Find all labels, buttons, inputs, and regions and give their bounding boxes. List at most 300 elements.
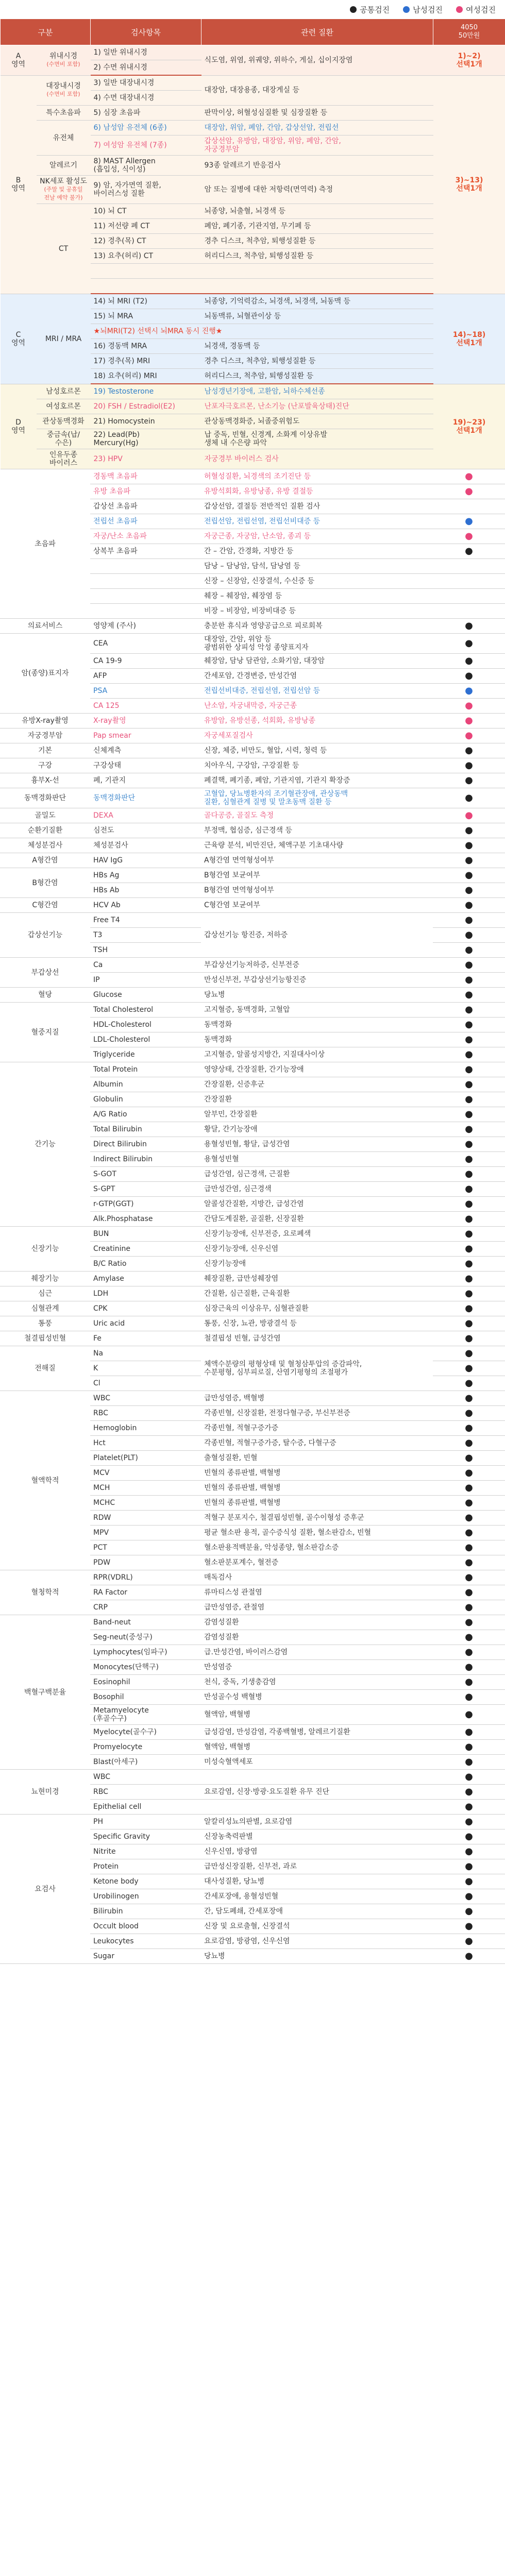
table-row bbox=[0, 619, 505, 634]
table-row bbox=[0, 913, 505, 928]
package-mark bbox=[433, 943, 505, 958]
disease: 경추 디스크, 척추암, 퇴행성질환 등 bbox=[201, 234, 433, 249]
item: CRP bbox=[90, 1600, 201, 1615]
common-dot-icon: ● bbox=[465, 1422, 473, 1433]
disease: 혈소판분포계수, 혈전증 bbox=[201, 1555, 433, 1570]
common-dot-icon: ● bbox=[465, 1213, 473, 1224]
item: 경동맥 초음파 bbox=[90, 469, 201, 484]
package-mark bbox=[433, 1421, 505, 1436]
common-dot-icon: ● bbox=[465, 1437, 473, 1448]
disease: 신장 – 신장암, 신장결석, 수신증 등 bbox=[201, 574, 433, 589]
male-dot-icon: ● bbox=[465, 515, 473, 527]
table-row bbox=[0, 773, 505, 788]
item: Cl bbox=[90, 1376, 201, 1391]
package-mark bbox=[433, 1301, 505, 1316]
disease: A형간염 면역형성여부 bbox=[201, 853, 433, 868]
disease: 자궁경부 바이러스 검사 bbox=[201, 449, 433, 469]
package-mark bbox=[433, 1137, 505, 1152]
table-row bbox=[0, 823, 505, 838]
checkup-table bbox=[0, 19, 505, 469]
header-disease: 관련 질환 bbox=[201, 19, 433, 45]
disease: 신장기능장애, 신우신염 bbox=[201, 1242, 433, 1257]
package-mark bbox=[433, 1182, 505, 1197]
package-mark bbox=[433, 1361, 505, 1376]
disease: 대장암, 간암, 위암 등 광범위한 상피성 악성 종양표지자 bbox=[201, 634, 433, 654]
item: 10) 뇌 CT bbox=[91, 204, 201, 219]
disease: 허리디스크, 척추암, 퇴행성질환 등 bbox=[201, 249, 433, 264]
item: 14) 뇌 MRI (T2) bbox=[91, 294, 201, 309]
disease: 황달, 간기능장애 bbox=[201, 1122, 433, 1137]
package-mark bbox=[433, 928, 505, 943]
table-row bbox=[0, 1615, 505, 1630]
table-row bbox=[1, 156, 505, 176]
item: 19) Testosterone bbox=[91, 384, 201, 399]
disease: 알칼리성뇨의판별, 요로감염 bbox=[201, 1815, 433, 1829]
package-mark bbox=[433, 1496, 505, 1511]
package-mark bbox=[433, 808, 505, 823]
common-dot-icon: ● bbox=[465, 1541, 473, 1553]
item: 3) 일반 대장내시경 bbox=[91, 75, 201, 91]
item: RBC bbox=[90, 1785, 201, 1800]
common-dot-icon: ● bbox=[465, 944, 473, 955]
item: LDH bbox=[90, 1286, 201, 1301]
common-dot-icon: ● bbox=[465, 1890, 473, 1902]
item: 13) 요추(허리) CT bbox=[91, 249, 201, 264]
subcategory: CT bbox=[37, 204, 91, 294]
disease: 고지혈증, 동맥경화, 고혈압 bbox=[201, 1003, 433, 1018]
common-dot-icon: ● bbox=[465, 670, 473, 681]
female-dot-icon: ● bbox=[465, 470, 473, 482]
disease: 간세포암, 간경변증, 만성간염 bbox=[201, 669, 433, 684]
package-mark bbox=[433, 1167, 505, 1182]
disease: 급성감염, 만성감염, 각종백혈병, 알레르기질환 bbox=[201, 1725, 433, 1740]
common-dot-icon: ● bbox=[465, 1482, 473, 1493]
disease: 빈혈의 종류판별, 백혈병 bbox=[201, 1481, 433, 1496]
header-category: 구분 bbox=[1, 19, 91, 45]
disease: 각종빈혈, 신장질환, 전정다혈구증, 부신부전증 bbox=[201, 1406, 433, 1421]
item: Total Bilirubin bbox=[90, 1122, 201, 1137]
package-mark bbox=[433, 1844, 505, 1859]
item: Alk.Phosphatase bbox=[90, 1212, 201, 1227]
item: 신체계측 bbox=[90, 743, 201, 758]
common-dot-icon: ● bbox=[465, 545, 473, 556]
disease: 담낭 – 담낭암, 담석, 담낭염 등 bbox=[201, 559, 433, 574]
package-mark bbox=[433, 1874, 505, 1889]
disease: 급.만성간염, 바이러스감염 bbox=[201, 1645, 433, 1660]
table-row bbox=[0, 1770, 505, 1785]
item: Total Protein bbox=[90, 1062, 201, 1077]
package-mark bbox=[433, 1092, 505, 1107]
disease: 통풍, 신장, 뇨관, 방광결석 등 bbox=[201, 1316, 433, 1331]
package-mark bbox=[433, 544, 505, 559]
item: 8) MAST Allergen (흡입성, 식이성) bbox=[91, 156, 201, 176]
common-dot-icon: ● bbox=[465, 1302, 473, 1314]
common-dot-icon: ● bbox=[465, 1771, 473, 1782]
common-dot-icon: ● bbox=[465, 1332, 473, 1344]
disease bbox=[201, 1770, 433, 1785]
item: 상복부 초음파 bbox=[90, 544, 201, 559]
item: B/C Ratio bbox=[90, 1257, 201, 1272]
table-row bbox=[0, 634, 505, 654]
item: Leukocytes bbox=[90, 1934, 201, 1949]
category: 심근 bbox=[0, 1286, 90, 1301]
item: 21) Homocystein bbox=[91, 414, 201, 429]
table-row bbox=[0, 743, 505, 758]
table-row bbox=[0, 1301, 505, 1316]
table-row bbox=[0, 988, 505, 1003]
package-mark bbox=[433, 1047, 505, 1062]
package-mark bbox=[433, 1376, 505, 1391]
common-dot-icon: ● bbox=[465, 1691, 473, 1702]
item: 자궁/난소 초음파 bbox=[90, 529, 201, 544]
header-item: 검사항목 bbox=[91, 19, 201, 45]
common-dot-icon: ● bbox=[465, 1586, 473, 1598]
table-row bbox=[0, 1062, 505, 1077]
disease: 뇌종양, 기억력감소, 뇌경색, 뇌경색, 뇌동맥 등 bbox=[201, 294, 433, 309]
disease: 신장 및 요로출혈, 신장결석 bbox=[201, 1919, 433, 1934]
item: 5) 심장 초음파 bbox=[91, 106, 201, 121]
common-dot-icon: ● bbox=[465, 1019, 473, 1030]
package-mark bbox=[433, 669, 505, 684]
common-dot-icon: ● bbox=[465, 1676, 473, 1687]
package-mark-empty bbox=[433, 574, 505, 589]
common-dot-icon: ● bbox=[465, 1033, 473, 1045]
package-mark bbox=[433, 868, 505, 883]
disease: 혈액암, 백혈병 bbox=[201, 1740, 433, 1755]
item: LDL-Cholesterol bbox=[90, 1032, 201, 1047]
common-dot-icon: ● bbox=[465, 1845, 473, 1857]
item: 23) HPV bbox=[91, 449, 201, 469]
package-mark bbox=[433, 853, 505, 868]
disease: 남성갱년기장애, 고환암, 뇌하수체선종 bbox=[201, 384, 433, 399]
common-dot-icon: ● bbox=[465, 1467, 473, 1478]
package-mark bbox=[433, 743, 505, 758]
table-row bbox=[0, 853, 505, 868]
item: PDW bbox=[90, 1555, 201, 1570]
disease: 요로감염, 방광염, 신우신염 bbox=[201, 1934, 433, 1949]
item: PCT bbox=[90, 1540, 201, 1555]
item: A/G Ratio bbox=[90, 1107, 201, 1122]
item: RPR(VDRL) bbox=[90, 1570, 201, 1585]
package-mark bbox=[433, 1511, 505, 1526]
item: Metamyelocyte (후골수구) bbox=[90, 1705, 201, 1725]
basic-body bbox=[0, 469, 505, 1964]
package-mark bbox=[433, 788, 505, 808]
item: Ca bbox=[90, 958, 201, 973]
item: Band-neut bbox=[90, 1615, 201, 1630]
disease: 자궁세포질검사 bbox=[201, 728, 433, 743]
section-label: C 영역 bbox=[1, 294, 37, 384]
common-dot-icon: ● bbox=[465, 1708, 473, 1720]
disease: 당뇨병 bbox=[201, 1949, 433, 1964]
common-dot-icon: ● bbox=[465, 1497, 473, 1508]
disease: 각종빈혈, 적혈구증가증, 탈수증, 다혈구증 bbox=[201, 1436, 433, 1451]
disease: 미성숙혈액세포 bbox=[201, 1755, 433, 1770]
package-mark bbox=[433, 773, 505, 788]
disease: 고지혈증, 알콜성지방간, 지질대사이상 bbox=[201, 1047, 433, 1062]
package-mark bbox=[433, 619, 505, 634]
common-dot-icon: ● bbox=[465, 974, 473, 985]
package-mark bbox=[433, 484, 505, 499]
female-dot-icon: ● bbox=[465, 809, 473, 821]
section-label: B 영역 bbox=[1, 75, 37, 294]
package-mark bbox=[433, 973, 505, 988]
disease: 요로감염, 신장·방광·요도질환 유무 진단 bbox=[201, 1785, 433, 1800]
disease: 간, 담도폐쇄, 간세포장애 bbox=[201, 1904, 433, 1919]
package-mark bbox=[433, 1242, 505, 1257]
item: 12) 경추(목) CT bbox=[91, 234, 201, 249]
item bbox=[90, 604, 201, 619]
common-dot-icon: ● bbox=[465, 1905, 473, 1917]
table-row bbox=[0, 958, 505, 973]
package-mark bbox=[433, 1570, 505, 1585]
category: 체성분검사 bbox=[0, 838, 90, 853]
common-dot-icon: ● bbox=[465, 899, 473, 910]
item: Fe bbox=[90, 1331, 201, 1346]
disease: 암 또는 질병에 대한 저항력(면역력) 측정 bbox=[201, 176, 433, 204]
checkup-table-basic bbox=[0, 469, 505, 1964]
disease: 간세포장애, 용혈성빈혈 bbox=[201, 1889, 433, 1904]
item: 영양제 (주사) bbox=[90, 619, 201, 634]
item: Blast(아세구) bbox=[90, 1755, 201, 1770]
disease: 간질환, 심근질환, 근육질환 bbox=[201, 1286, 433, 1301]
item: r-GTP(GGT) bbox=[90, 1197, 201, 1212]
package-mark bbox=[433, 1062, 505, 1077]
disease: 간 – 간암, 간경화, 지방간 등 bbox=[201, 544, 433, 559]
common-dot-icon: ● bbox=[465, 1756, 473, 1767]
section-label: D 영역 bbox=[1, 384, 37, 469]
table-row bbox=[0, 758, 505, 773]
item: Sugar bbox=[90, 1949, 201, 1964]
table-row bbox=[0, 808, 505, 823]
package-mark bbox=[433, 1197, 505, 1212]
common-dot-icon: ● bbox=[465, 914, 473, 925]
female-dot-icon: ● bbox=[465, 530, 473, 541]
package-mark bbox=[433, 728, 505, 743]
common-dot-icon: ● bbox=[465, 1392, 473, 1403]
common-dot-icon: ● bbox=[465, 1452, 473, 1463]
disease: 경추 디스크, 척추암, 퇴행성질환 등 bbox=[201, 354, 433, 369]
table-row bbox=[0, 838, 505, 853]
package-mark bbox=[433, 1889, 505, 1904]
item: Albumin bbox=[90, 1077, 201, 1092]
item: Hemoglobin bbox=[90, 1421, 201, 1436]
package-mark bbox=[433, 1227, 505, 1242]
disease: 판막이상, 허혈성심질환 및 심장질환 등 bbox=[201, 106, 433, 121]
table-row bbox=[1, 121, 505, 135]
category: 유방X-ray촬영 bbox=[0, 714, 90, 728]
legend bbox=[0, 0, 505, 19]
disease: 류마티스성 관절염 bbox=[201, 1585, 433, 1600]
item: Pap smear bbox=[90, 728, 201, 743]
disease: 갑상선기능 항진증, 저하증 bbox=[201, 913, 433, 958]
disease: 급만성염증, 관절염 bbox=[201, 1600, 433, 1615]
package-mark-empty bbox=[433, 499, 505, 514]
item: Bilirubin bbox=[90, 1904, 201, 1919]
item: S-GOT bbox=[90, 1167, 201, 1182]
disease: 허혈성질환, 뇌경색의 조기진단 등 bbox=[201, 469, 433, 484]
item: 9) 암, 자가면역 질환, 바이러스성 질환 bbox=[91, 176, 201, 204]
common-dot-icon: ● bbox=[465, 1317, 473, 1329]
item: 동맥경화판단 bbox=[90, 788, 201, 808]
common-dot-icon: ● bbox=[465, 1875, 473, 1887]
item: DEXA bbox=[90, 808, 201, 823]
package-mark bbox=[433, 469, 505, 484]
disease: 만성신부전, 부갑상선기능항진증 bbox=[201, 973, 433, 988]
common-dot-icon: ● bbox=[465, 759, 473, 771]
range-badge: 1)~2) 선택1개 bbox=[433, 45, 505, 76]
common-dot-icon: ● bbox=[465, 959, 473, 970]
item bbox=[90, 574, 201, 589]
table-row bbox=[0, 1227, 505, 1242]
subcategory: 인유두종 바이러스 bbox=[37, 449, 91, 469]
table-row bbox=[0, 1391, 505, 1406]
common-dot-icon: ● bbox=[465, 1527, 473, 1538]
package-mark bbox=[433, 1077, 505, 1092]
category: 뇨현미경 bbox=[0, 1770, 90, 1815]
item: MCH bbox=[90, 1481, 201, 1496]
package-mark bbox=[433, 1436, 505, 1451]
item: 갑상선 초음파 bbox=[90, 499, 201, 514]
disease: 췌장암, 담낭 담관암, 소화기암, 대장암 bbox=[201, 654, 433, 669]
category: 자궁경부암 bbox=[0, 728, 90, 743]
common-dot-icon: ● bbox=[465, 792, 473, 803]
package-mark-empty bbox=[433, 604, 505, 619]
common-dot-icon: ● bbox=[465, 744, 473, 756]
item: MPV bbox=[90, 1526, 201, 1540]
disease: 당뇨병 bbox=[201, 988, 433, 1003]
disease: 간장질환 bbox=[201, 1092, 433, 1107]
disease: C형간염 보균여부 bbox=[201, 898, 433, 913]
item: Indirect Bilirubin bbox=[90, 1152, 201, 1167]
package-mark bbox=[433, 1615, 505, 1630]
common-dot-icon: ● bbox=[465, 1138, 473, 1149]
category: 동맥경화판단 bbox=[0, 788, 90, 808]
common-dot-icon: ● bbox=[465, 1786, 473, 1797]
item: 전립선 초음파 bbox=[90, 514, 201, 529]
common-dot-icon: ● bbox=[465, 1377, 473, 1388]
common-dot-icon: ● bbox=[465, 1661, 473, 1672]
package-mark bbox=[433, 1645, 505, 1660]
package-mark bbox=[433, 1904, 505, 1919]
table-row bbox=[1, 106, 505, 121]
item: CA 19-9 bbox=[90, 654, 201, 669]
package-mark bbox=[433, 1391, 505, 1406]
common-dot-icon: ● bbox=[465, 1646, 473, 1657]
item: CPK bbox=[90, 1301, 201, 1316]
table-row bbox=[0, 1272, 505, 1286]
table-header bbox=[1, 19, 505, 45]
table-row bbox=[1, 399, 505, 414]
common-dot-icon: ● bbox=[465, 1920, 473, 1931]
item: RDW bbox=[90, 1511, 201, 1526]
disease: 유방석회화, 유방낭종, 유방 결절등 bbox=[201, 484, 433, 499]
common-dot-icon: ● bbox=[465, 1860, 473, 1872]
disease: 췌장질환, 급만성췌장염 bbox=[201, 1272, 433, 1286]
common-dot-icon: ● bbox=[465, 655, 473, 666]
disease: 급성간염, 심근경색, 근질환 bbox=[201, 1167, 433, 1182]
subcategory: 위내시경 (수면비 포함) bbox=[37, 45, 91, 76]
common-dot-icon: ● bbox=[465, 774, 473, 786]
item: Eosinophil bbox=[90, 1675, 201, 1690]
package-mark bbox=[433, 1346, 505, 1361]
package-mark bbox=[433, 1526, 505, 1540]
disease: 뇌종양, 뇌출혈, 뇌경색 등 bbox=[201, 204, 433, 219]
package-mark bbox=[433, 1740, 505, 1755]
common-dot-icon: ● bbox=[465, 1556, 473, 1568]
legend-female: 여성검진 bbox=[456, 4, 496, 15]
package-mark bbox=[433, 514, 505, 529]
item: WBC bbox=[90, 1770, 201, 1785]
common-dot-icon: ● bbox=[465, 1004, 473, 1015]
package-mark bbox=[433, 1859, 505, 1874]
common-dot-icon: ● bbox=[465, 1273, 473, 1284]
range-badge: 14)~18) 선택1개 bbox=[433, 294, 505, 384]
table-row bbox=[0, 1346, 505, 1361]
common-dot-icon: ● bbox=[465, 1935, 473, 1946]
package-mark bbox=[433, 1600, 505, 1615]
common-dot-icon: ● bbox=[465, 1362, 473, 1374]
table-row bbox=[0, 898, 505, 913]
category: 간기능 bbox=[0, 1062, 90, 1227]
table-row bbox=[0, 1331, 505, 1346]
subcategory: 알레르기 bbox=[37, 156, 91, 176]
table-row bbox=[0, 1815, 505, 1829]
disease: 폐암, 폐기종, 기관지염, 무기폐 등 bbox=[201, 219, 433, 234]
package-mark bbox=[433, 758, 505, 773]
disease: 빈혈의 종류판별, 백혈병 bbox=[201, 1496, 433, 1511]
item: 20) FSH / Estradiol(E2) bbox=[91, 399, 201, 414]
disease: 간담도계질환, 골질환, 신장질환 bbox=[201, 1212, 433, 1227]
item: Bosophil bbox=[90, 1690, 201, 1705]
disease: 폐결핵, 폐기종, 폐암, 기관지염, 기관지 확장증 bbox=[201, 773, 433, 788]
disease: 뇌경색, 경동맥 등 bbox=[201, 339, 433, 354]
item: CEA bbox=[90, 634, 201, 654]
female-dot-icon: ● bbox=[465, 485, 473, 497]
package-mark bbox=[433, 1406, 505, 1421]
subcategory: 관상동맥경화 bbox=[37, 414, 91, 429]
table-row bbox=[0, 1316, 505, 1331]
item: PSA bbox=[90, 684, 201, 699]
female-dot-icon: ● bbox=[465, 715, 473, 726]
item bbox=[90, 589, 201, 604]
disease: 동맥경화 bbox=[201, 1032, 433, 1047]
package-mark bbox=[433, 823, 505, 838]
subcategory: 특수초음파 bbox=[37, 106, 91, 121]
disease: 신장기능장애 bbox=[201, 1257, 433, 1272]
disease: 만성골수성 백혈병 bbox=[201, 1690, 433, 1705]
package-mark bbox=[433, 1690, 505, 1705]
category: 초음파 bbox=[0, 469, 90, 619]
item: 15) 뇌 MRA bbox=[91, 309, 201, 324]
package-mark bbox=[433, 1032, 505, 1047]
item: K bbox=[90, 1361, 201, 1376]
disease: 난포자극호르몬, 난소기능 (난포발육상태)진단 bbox=[201, 399, 433, 414]
common-dot-icon: ● bbox=[465, 1093, 473, 1105]
item: 17) 경추(목) MRI bbox=[91, 354, 201, 369]
item: WBC bbox=[90, 1391, 201, 1406]
disease: 감염성질환 bbox=[201, 1615, 433, 1630]
common-dot-icon: ● bbox=[465, 1801, 473, 1812]
table-row bbox=[0, 728, 505, 743]
disease: 유방암, 유방선종, 석회화, 유방낭종 bbox=[201, 714, 433, 728]
subcategory: 남성호르몬 bbox=[37, 384, 91, 399]
disease: 갑상선암, 유방암, 대장암, 위암, 폐암, 간암, 자궁경부암 bbox=[201, 135, 433, 156]
disease: 신장기능장애, 신부전증, 요로폐색 bbox=[201, 1227, 433, 1242]
common-dot-icon: ● bbox=[465, 637, 473, 649]
common-dot-icon: ● bbox=[465, 1258, 473, 1269]
package-mark bbox=[433, 1770, 505, 1785]
